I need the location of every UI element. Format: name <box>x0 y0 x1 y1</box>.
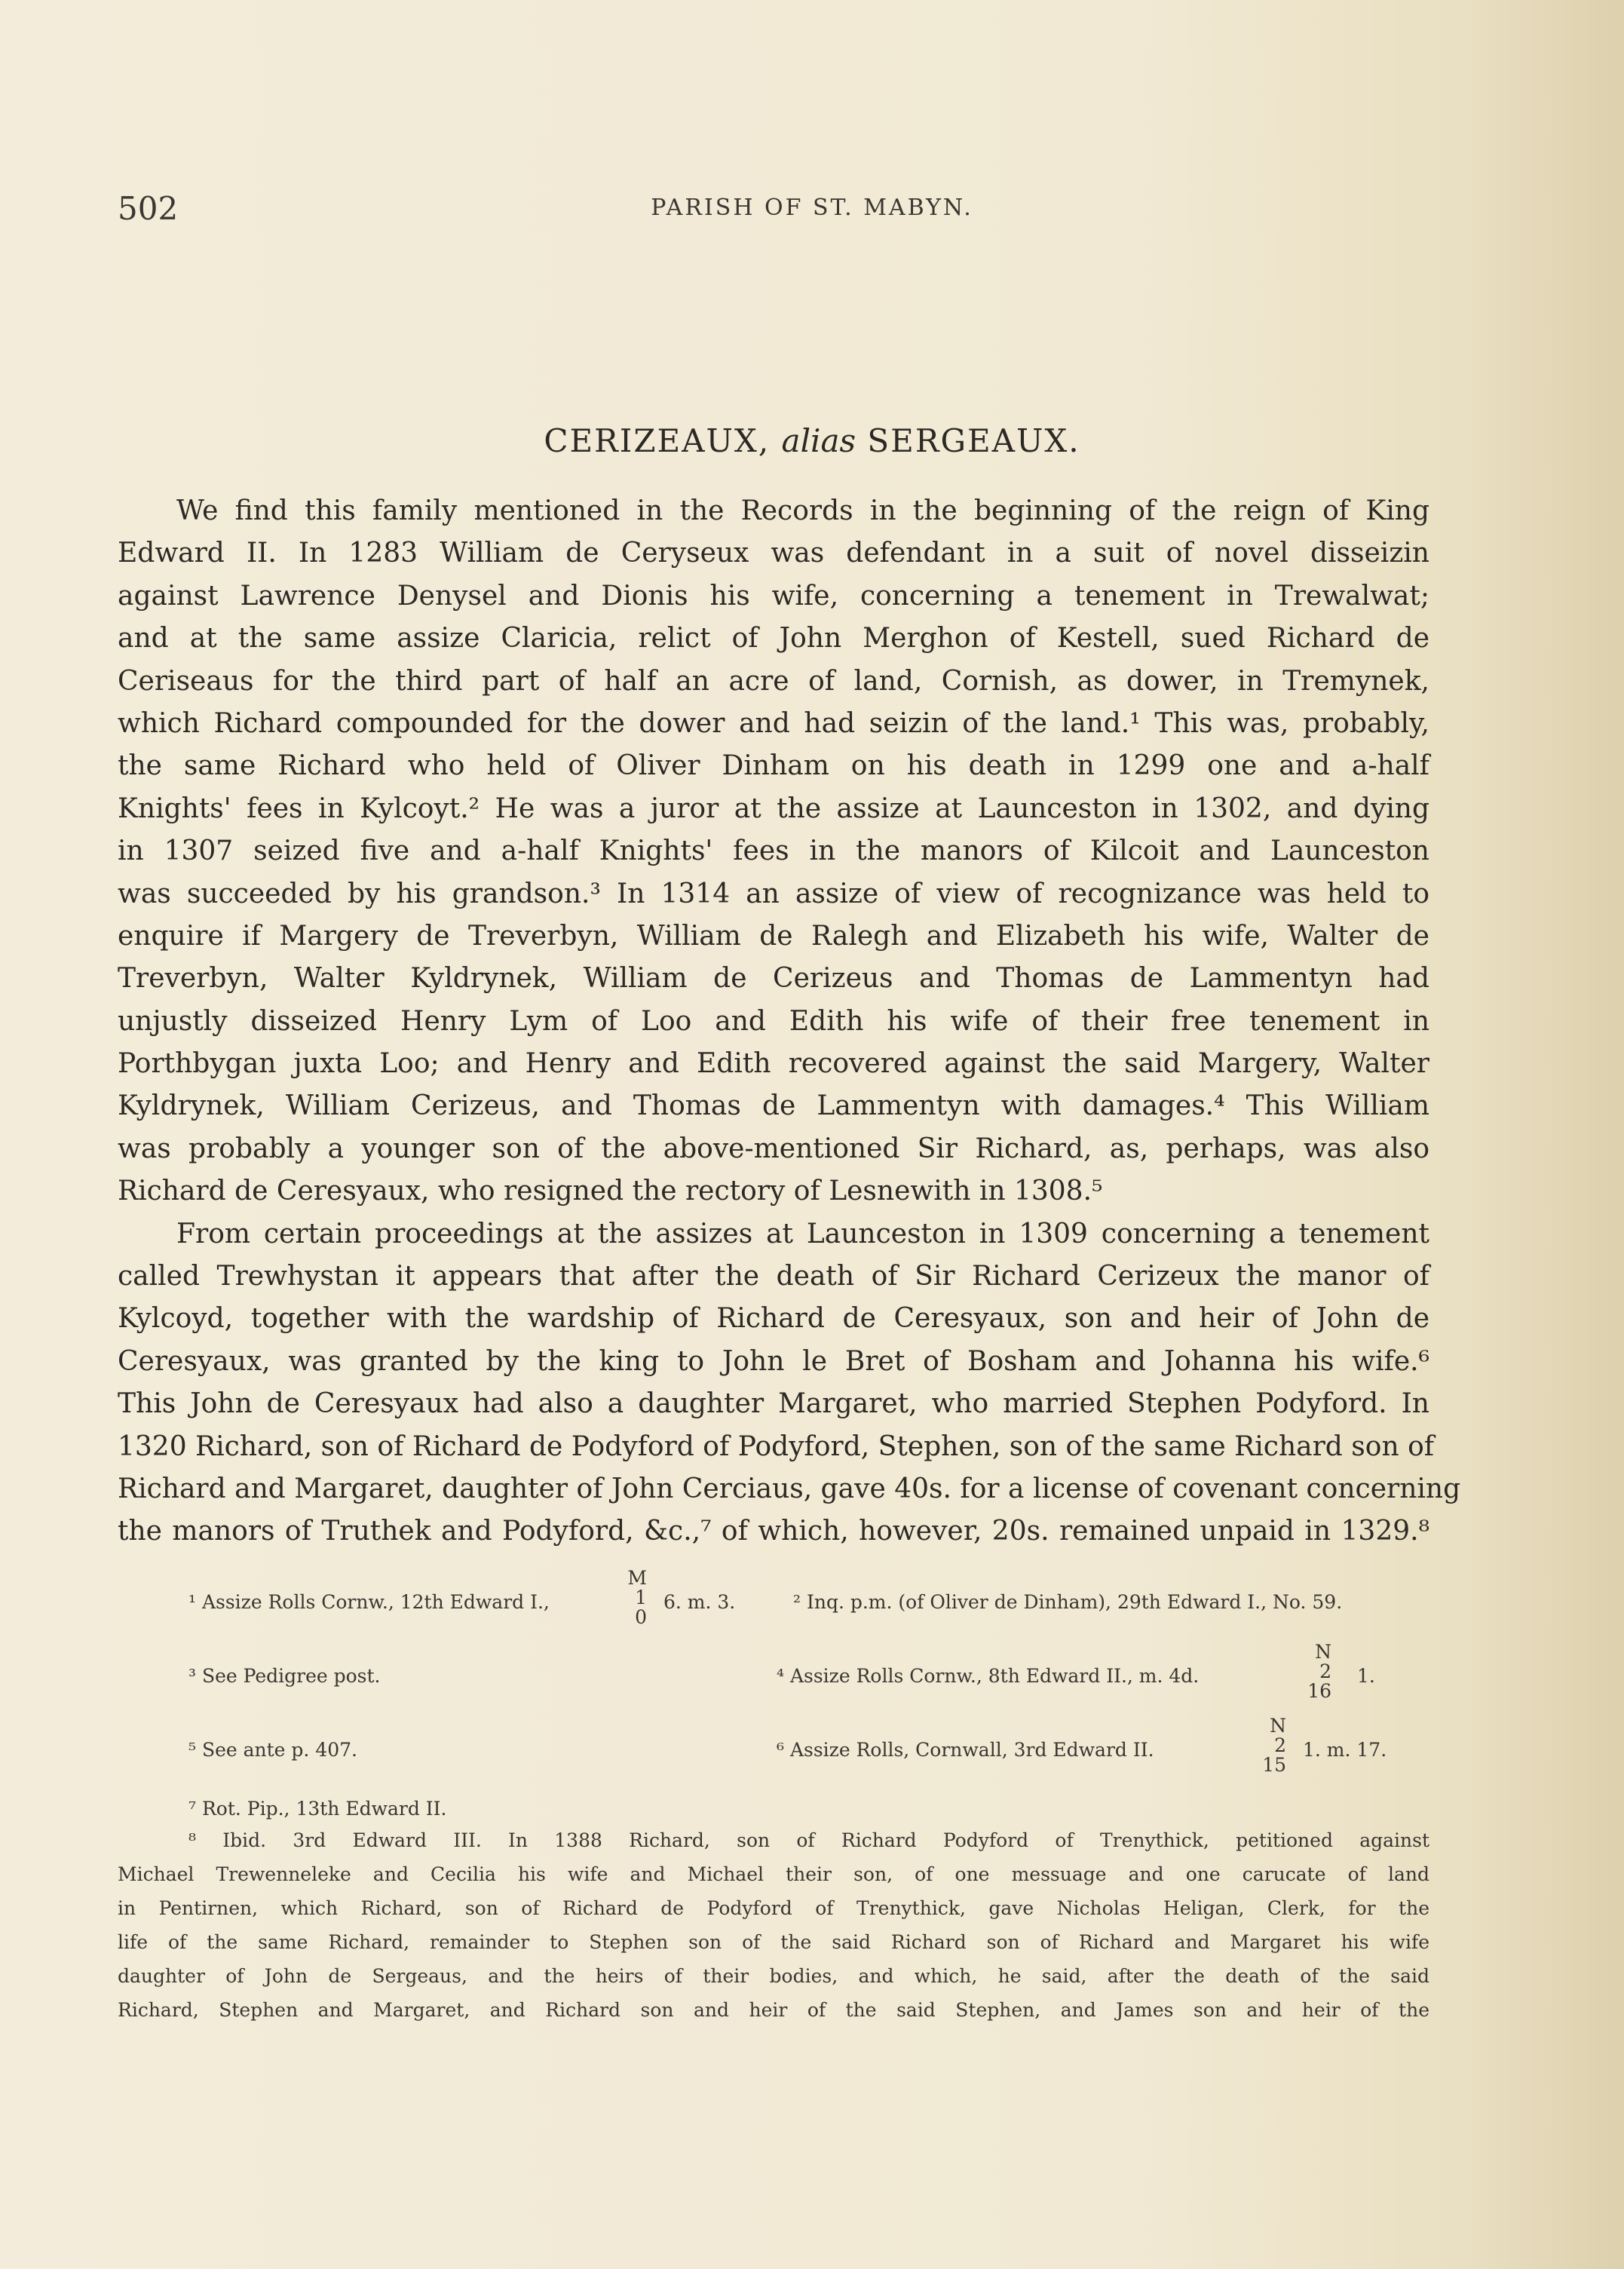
para1-line: enquire if Margery de Treverbyn, William de Ralegh and Elizabeth his wife, Walter de <box>118 920 1429 952</box>
para1-line: and at the same assize Claricia, relict of John Merghon of Kestell, sued Richard de <box>118 623 1429 655</box>
footnote-7: ⁷ Rot. Pip., 13th Edward II. <box>188 1798 447 1820</box>
page-number: 502 <box>118 190 179 227</box>
running-head: PARISH OF ST. MABYN. <box>651 195 973 221</box>
para2-line: Ceresyaux, was granted by the king to John le Bret of Bosham and Johanna his wife.⁶ <box>118 1345 1429 1377</box>
footnote-6-ref: N 2 15 <box>1262 1715 1286 1776</box>
para2-line: called Trewhystan it appears that after the death of Sir Richard Cerizeux the manor of <box>118 1261 1429 1292</box>
footnote-1-tail: 6. m. 3. <box>663 1591 736 1613</box>
para1-line: in 1307 seized five and a-half Knights' fees in the manors of Kilcoit and Launceston <box>118 836 1429 867</box>
para2-line: the manors of Truthek and Podyford, &c.,⁷ of which, however, 20s. remained unpaid in 1329.⁸ <box>118 1516 1429 1547</box>
para1-line: Treverbyn, Walter Kyldrynek, William de Cerizeus and Thomas de Lammentyn had <box>118 963 1429 995</box>
para1-line: which Richard compounded for the dower and had seizin of the land.¹ This was, probably, <box>118 707 1429 739</box>
para2-line: 1320 Richard, son of Richard de Podyford of Podyford, Stephen, son of the same Richard son of <box>118 1430 1435 1462</box>
section-title <box>0 422 1624 459</box>
para1-line: unjustly disseized Henry Lym of Loo and Edith his wife of their free tenement in <box>118 1005 1429 1037</box>
title-pre: CERIZEAUX, <box>544 422 771 459</box>
para1-line: was probably a younger son of the above-mentioned Sir Richard, as, perhaps, was also <box>118 1133 1429 1164</box>
para1-line: Ceriseaus for the third part of half an acre of land, Cornish, as dower, in Tremynek, <box>118 665 1429 697</box>
footnote-1 <box>188 1591 550 1613</box>
footnote-8-line: Richard, Stephen and Margaret, and Richard son and heir of the said Stephen, and James son and heir of the <box>118 1999 1429 2021</box>
footnote-4-ref: N 2 16 <box>1307 1641 1331 1702</box>
para1-line: Knights' fees in Kylcoyt.² He was a juror at the assize at Launceston in 1302, and dying <box>118 793 1429 824</box>
footnote-1-ref: M 1 0 <box>627 1567 647 1628</box>
footnote-8-line: ⁸ Ibid. 3rd Edward III. In 1388 Richard, son of Richard Podyford of Trenythick, petitioned against <box>188 1829 1429 1851</box>
footnote-2: ² Inq. p.m. (of Oliver de Dinham), 29th Edward I., No. 59. <box>793 1591 1343 1613</box>
para1-line: We find this family mentioned in the Records in the beginning of the reign of King <box>176 495 1429 526</box>
para1-line: Porthbygan juxta Loo; and Henry and Edith recovered against the said Margery, Walter <box>118 1048 1429 1080</box>
footnote-8-line: in Pentirnen, which Richard, son of Richard de Podyford of Trenythick, gave Nicholas Heligan, Clerk, for the <box>118 1897 1429 1919</box>
para2-line: Richard and Margaret, daughter of John Cerciaus, gave 40s. for a license of covenant concerning <box>118 1473 1461 1504</box>
para2-line: This John de Ceresyaux had also a daughter Margaret, who married Stephen Podyford. In <box>118 1388 1429 1420</box>
footnote-6: ⁶ Assize Rolls, Cornwall, 3rd Edward II. <box>777 1739 1154 1761</box>
footnote-5: ⁵ See ante p. 407. <box>188 1739 357 1761</box>
para1-line: Edward II. In 1283 William de Ceryseux was defendant in a suit of novel disseizin <box>118 538 1429 569</box>
footnote-8-line: life of the same Richard, remainder to Stephen son of the said Richard son of Richard and Margaret his wife <box>118 1931 1429 1953</box>
footnote-8-line: Michael Trewenneleke and Cecilia his wife and Michael their son, of one messuage and one carucate of land <box>118 1863 1429 1885</box>
para2-line: Kylcoyd, together with the wardship of Richard de Ceresyaux, son and heir of John de <box>118 1303 1429 1335</box>
title-post: SERGEAUX. <box>867 422 1080 459</box>
para1-line: Richard de Ceresyaux, who resigned the rectory of Lesnewith in 1308.⁵ <box>118 1176 1103 1207</box>
title-alias: alias <box>781 422 856 459</box>
body-text <box>118 490 1461 1553</box>
para1-line: Kyldrynek, William Cerizeus, and Thomas de Lammentyn with damages.⁴ This William <box>118 1090 1429 1122</box>
footnote-8 <box>118 1823 1429 2027</box>
footnote-6-tail: 1. m. 17. <box>1303 1739 1387 1761</box>
footnote-1-text: ¹ Assize Rolls Cornw., 12th Edward I., <box>188 1591 550 1613</box>
para2-line: From certain proceedings at the assizes at Launceston in 1309 concerning a tenement <box>176 1218 1429 1249</box>
footnote-4: ⁴ Assize Rolls Cornw., 8th Edward II., m. 4d. <box>777 1665 1200 1687</box>
footnote-3: ³ See Pedigree post. <box>188 1665 381 1687</box>
para1-line: the same Richard who held of Oliver Dinham on his death in 1299 one and a-half <box>118 750 1429 782</box>
para1-line: against Lawrence Denysel and Dionis his wife, concerning a tenement in Trewalwat; <box>118 580 1429 612</box>
footnote-8-line: daughter of John de Sergeaus, and the heirs of their bodies, and which, he said, after the death of the said <box>118 1965 1429 1987</box>
para1-line: was succeeded by his grandson.³ In 1314 an assize of view of recognizance was held to <box>118 878 1429 909</box>
footnote-4-tail: 1. <box>1357 1665 1375 1687</box>
